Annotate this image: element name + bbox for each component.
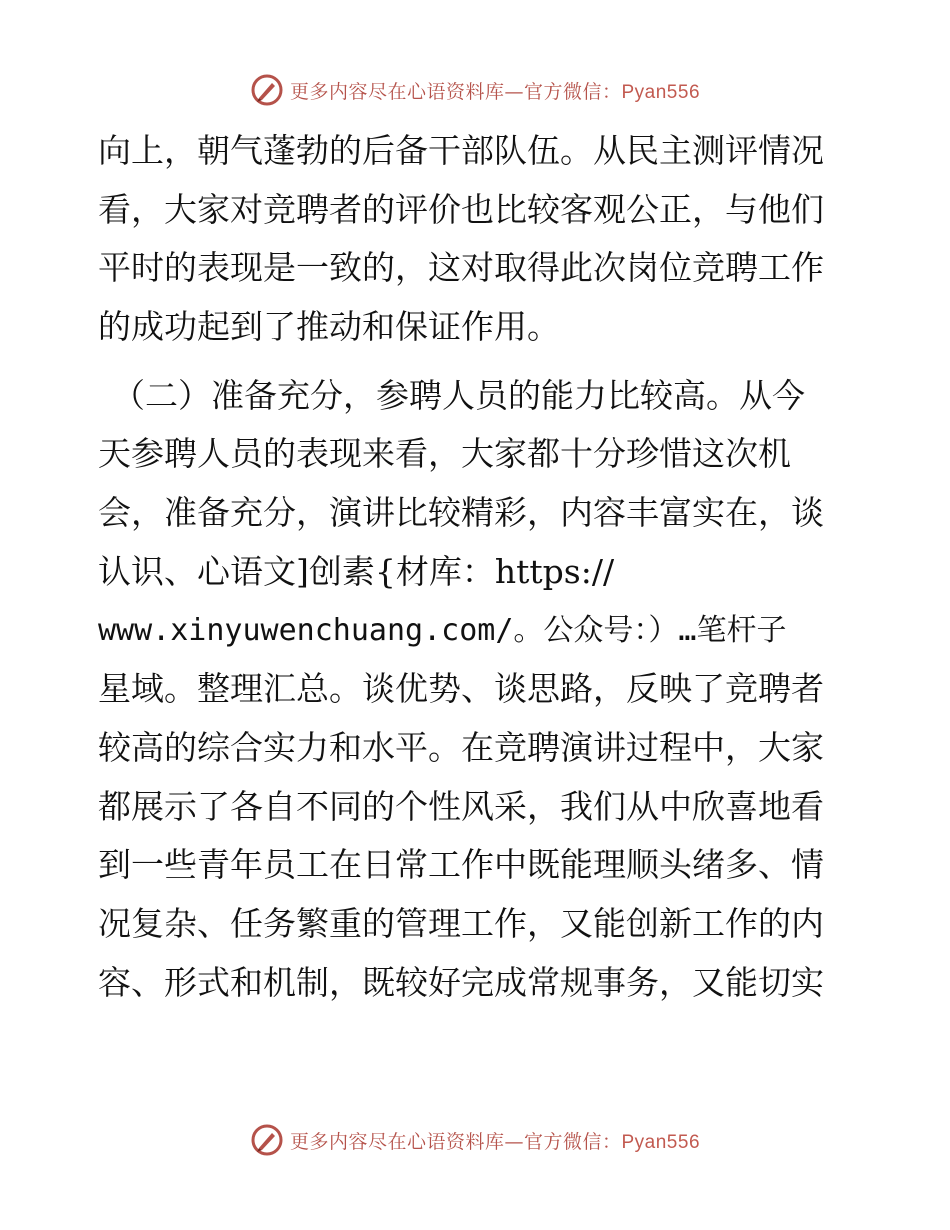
text-line: 况复杂、任务繁重的管理工作，又能创新工作的内 — [98, 903, 824, 943]
text-line: 看，大家对竞聘者的评价也比较客观公正，与他们 — [98, 189, 824, 229]
header-banner — [0, 70, 950, 110]
text-line: 的成功起到了推动和保证作用。 — [98, 307, 560, 347]
text-line: 向上，朝气蓬勃的后备干部队伍。从民主测评情况 — [98, 131, 824, 170]
banner-label: 更多内容尽在心语资料库—官方微信：Pyan556 — [289, 80, 701, 103]
wechat-id: Pyan556 — [621, 1131, 701, 1153]
text-line: 会，准备充分，演讲比较精彩，内容丰富实在，谈 — [98, 493, 824, 533]
text-line: 较高的综合实力和水平。在竞聘演讲过程中，大家 — [98, 727, 824, 767]
text-line: www.xinyuwenchuang.com/。公众号：）…笔杆子 — [98, 612, 787, 648]
paragraph-2 — [98, 367, 858, 1013]
pen-logo-icon — [250, 1123, 284, 1157]
text-line: 容、形式和机制，既较好完成常规事务，又能切实 — [98, 962, 824, 1002]
text-line: 天参聘人员的表现来看，大家都十分珍惜这次机 — [98, 434, 791, 474]
text-line: 认识、心语文]创素{材库：https:// — [98, 551, 615, 591]
text-line: 平时的表现是一致的，这对取得此次岗位竞聘工作 — [98, 248, 824, 288]
text-line: 到一些青年员工在日常工作中既能理顺头绪多、情 — [98, 845, 824, 885]
banner-label: 更多内容尽在心语资料库—官方微信：Pyan556 — [289, 1130, 701, 1153]
pen-logo-icon — [250, 73, 284, 107]
footer-banner — [0, 1120, 950, 1160]
paragraph-1 — [98, 122, 858, 357]
text-line: （二）准备充分，参聘人员的能力比较高。从今 — [112, 375, 805, 415]
text-line: 都展示了各自不同的个性风采，我们从中欣喜地看 — [98, 786, 824, 826]
text-line: 星域。整理汇总。谈优势、谈思路，反映了竞聘者 — [98, 669, 824, 709]
wechat-id: Pyan556 — [621, 81, 701, 103]
document-body — [98, 122, 858, 1012]
